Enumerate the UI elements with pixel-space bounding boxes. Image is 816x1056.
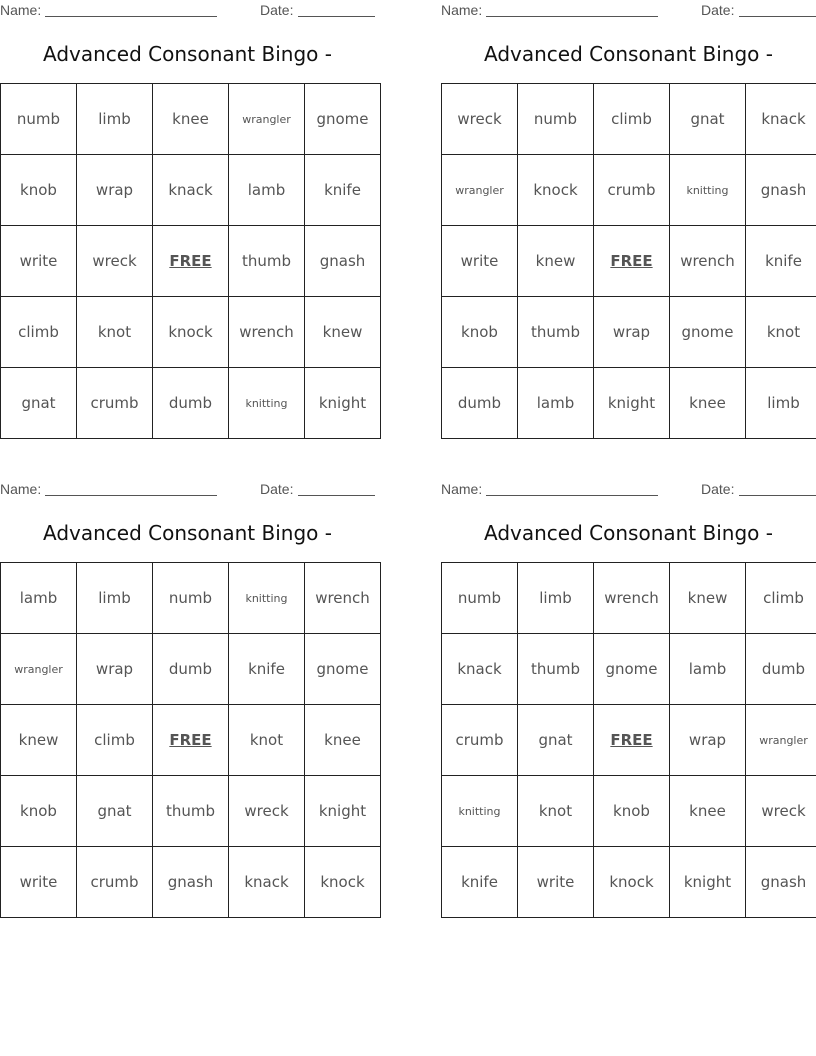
card-title: Advanced Consonant Bingo - bbox=[43, 42, 332, 66]
bingo-cell[interactable]: thumb bbox=[518, 297, 594, 368]
bingo-cell[interactable]: wreck bbox=[229, 776, 305, 847]
bingo-cell[interactable]: wrench bbox=[305, 563, 381, 634]
name-label: Name: bbox=[0, 2, 42, 18]
bingo-cell[interactable]: gnat bbox=[670, 84, 746, 155]
bingo-cell[interactable]: numb bbox=[1, 84, 77, 155]
bingo-cell[interactable]: knight bbox=[305, 368, 381, 439]
bingo-cell[interactable]: climb bbox=[746, 563, 816, 634]
bingo-row bbox=[1, 634, 381, 705]
bingo-cell[interactable]: knack bbox=[229, 847, 305, 918]
bingo-grid bbox=[441, 83, 816, 439]
bingo-row bbox=[1, 847, 381, 918]
header-line bbox=[0, 479, 375, 499]
bingo-card-3 bbox=[0, 479, 375, 891]
bingo-cell[interactable]: thumb bbox=[229, 226, 305, 297]
bingo-cell[interactable]: FREE bbox=[153, 226, 229, 297]
bingo-cell[interactable]: wrench bbox=[229, 297, 305, 368]
bingo-cell[interactable]: gnat bbox=[518, 705, 594, 776]
card-title: Advanced Consonant Bingo - bbox=[43, 521, 332, 545]
bingo-cell[interactable]: knife bbox=[229, 634, 305, 705]
bingo-row bbox=[442, 776, 816, 847]
bingo-cell[interactable]: wreck bbox=[442, 84, 518, 155]
bingo-cell[interactable]: knack bbox=[153, 155, 229, 226]
bingo-cell[interactable]: gnash bbox=[746, 847, 816, 918]
bingo-cell[interactable]: gnash bbox=[746, 155, 816, 226]
card-title: Advanced Consonant Bingo - bbox=[484, 42, 773, 66]
bingo-cell[interactable]: wreck bbox=[77, 226, 153, 297]
bingo-cell[interactable]: numb bbox=[153, 563, 229, 634]
bingo-cell[interactable]: crumb bbox=[594, 155, 670, 226]
bingo-cell[interactable]: knock bbox=[305, 847, 381, 918]
bingo-cell[interactable]: knee bbox=[670, 776, 746, 847]
bingo-row bbox=[442, 84, 816, 155]
bingo-cell[interactable]: limb bbox=[77, 563, 153, 634]
bingo-cell[interactable]: climb bbox=[594, 84, 670, 155]
bingo-grid bbox=[0, 562, 381, 918]
bingo-cell[interactable]: limb bbox=[77, 84, 153, 155]
bingo-cell[interactable]: knot bbox=[518, 776, 594, 847]
bingo-row bbox=[1, 297, 381, 368]
bingo-cell[interactable]: lamb bbox=[670, 634, 746, 705]
name-label: Name: bbox=[0, 481, 42, 497]
bingo-cell[interactable]: knight bbox=[305, 776, 381, 847]
bingo-cell[interactable]: knock bbox=[518, 155, 594, 226]
bingo-row bbox=[1, 776, 381, 847]
card-title: Advanced Consonant Bingo - bbox=[484, 521, 773, 545]
bingo-row bbox=[1, 563, 381, 634]
bingo-cell[interactable]: thumb bbox=[518, 634, 594, 705]
bingo-cell[interactable]: write bbox=[518, 847, 594, 918]
bingo-cell[interactable]: knew bbox=[670, 563, 746, 634]
bingo-cell[interactable]: numb bbox=[442, 563, 518, 634]
bingo-cell[interactable]: knee bbox=[153, 84, 229, 155]
bingo-row bbox=[1, 368, 381, 439]
date-label: Date: bbox=[701, 2, 735, 18]
date-label: Date: bbox=[260, 2, 294, 18]
bingo-cell[interactable]: dumb bbox=[442, 368, 518, 439]
bingo-cell[interactable]: crumb bbox=[77, 847, 153, 918]
bingo-cell[interactable]: knob bbox=[1, 776, 77, 847]
bingo-cell[interactable]: knot bbox=[746, 297, 816, 368]
name-write-line[interactable] bbox=[45, 16, 217, 17]
bingo-row bbox=[442, 368, 816, 439]
name-write-line[interactable] bbox=[45, 495, 217, 496]
bingo-cell[interactable]: lamb bbox=[518, 368, 594, 439]
bingo-cell[interactable]: knight bbox=[670, 847, 746, 918]
bingo-cell[interactable]: knitting bbox=[229, 563, 305, 634]
bingo-cell[interactable]: climb bbox=[1, 297, 77, 368]
bingo-cell[interactable]: dumb bbox=[746, 634, 816, 705]
bingo-cell[interactable]: crumb bbox=[77, 368, 153, 439]
bingo-cell[interactable]: knitting bbox=[229, 368, 305, 439]
bingo-cell[interactable]: wrangler bbox=[442, 155, 518, 226]
bingo-grid bbox=[441, 562, 816, 918]
bingo-cell[interactable]: numb bbox=[518, 84, 594, 155]
bingo-cell[interactable]: lamb bbox=[1, 563, 77, 634]
bingo-row bbox=[442, 705, 816, 776]
bingo-cell[interactable]: knock bbox=[594, 847, 670, 918]
bingo-row bbox=[1, 155, 381, 226]
bingo-cell[interactable]: knife bbox=[746, 226, 816, 297]
bingo-cell[interactable]: wreck bbox=[746, 776, 816, 847]
bingo-cell[interactable]: knew bbox=[305, 297, 381, 368]
header-line bbox=[441, 0, 816, 20]
header-line bbox=[441, 479, 816, 499]
bingo-cell[interactable]: knew bbox=[1, 705, 77, 776]
bingo-cell[interactable]: wrap bbox=[594, 297, 670, 368]
header-line bbox=[0, 0, 375, 20]
bingo-cell[interactable]: gnat bbox=[1, 368, 77, 439]
bingo-card-2 bbox=[441, 0, 816, 412]
name-label: Name: bbox=[441, 481, 483, 497]
name-write-line[interactable] bbox=[486, 16, 658, 17]
bingo-cell[interactable]: lamb bbox=[229, 155, 305, 226]
bingo-cell[interactable]: knack bbox=[442, 634, 518, 705]
bingo-cell[interactable]: gnome bbox=[594, 634, 670, 705]
bingo-row bbox=[1, 84, 381, 155]
bingo-cell[interactable]: gnome bbox=[305, 634, 381, 705]
bingo-cell[interactable]: wrangler bbox=[1, 634, 77, 705]
bingo-cell[interactable]: FREE bbox=[153, 705, 229, 776]
bingo-cell[interactable]: gnat bbox=[77, 776, 153, 847]
bingo-cell[interactable]: knee bbox=[670, 368, 746, 439]
bingo-cell[interactable]: wrap bbox=[77, 155, 153, 226]
bingo-cell[interactable]: dumb bbox=[153, 634, 229, 705]
bingo-cell[interactable]: wrench bbox=[670, 226, 746, 297]
date-label: Date: bbox=[260, 481, 294, 497]
bingo-cell[interactable]: knitting bbox=[442, 776, 518, 847]
bingo-cell[interactable]: dumb bbox=[153, 368, 229, 439]
bingo-cell[interactable]: wrench bbox=[594, 563, 670, 634]
bingo-cell[interactable]: FREE bbox=[594, 226, 670, 297]
bingo-row bbox=[1, 705, 381, 776]
bingo-cell[interactable]: knack bbox=[746, 84, 816, 155]
bingo-cell[interactable]: wrap bbox=[77, 634, 153, 705]
bingo-cell[interactable]: wrangler bbox=[746, 705, 816, 776]
bingo-row bbox=[442, 297, 816, 368]
bingo-card-4 bbox=[441, 479, 816, 891]
bingo-cell[interactable]: thumb bbox=[153, 776, 229, 847]
bingo-cell[interactable]: write bbox=[1, 226, 77, 297]
bingo-cell[interactable]: knight bbox=[594, 368, 670, 439]
bingo-cell[interactable]: gnash bbox=[305, 226, 381, 297]
bingo-cell[interactable]: gnome bbox=[670, 297, 746, 368]
bingo-cell[interactable]: knitting bbox=[670, 155, 746, 226]
bingo-cell[interactable]: write bbox=[1, 847, 77, 918]
date-write-line[interactable] bbox=[739, 495, 816, 496]
date-write-line[interactable] bbox=[298, 16, 375, 17]
bingo-cell[interactable]: limb bbox=[518, 563, 594, 634]
bingo-cell[interactable]: crumb bbox=[442, 705, 518, 776]
bingo-row bbox=[442, 155, 816, 226]
bingo-cell[interactable]: wrap bbox=[670, 705, 746, 776]
name-write-line[interactable] bbox=[486, 495, 658, 496]
bingo-cell[interactable]: climb bbox=[77, 705, 153, 776]
bingo-row bbox=[442, 563, 816, 634]
bingo-cell[interactable]: knife bbox=[442, 847, 518, 918]
bingo-cell[interactable]: knot bbox=[229, 705, 305, 776]
bingo-cell[interactable]: knife bbox=[305, 155, 381, 226]
bingo-cell[interactable]: knob bbox=[594, 776, 670, 847]
bingo-cell[interactable]: knob bbox=[442, 297, 518, 368]
bingo-cell[interactable]: knock bbox=[153, 297, 229, 368]
bingo-cell[interactable]: knob bbox=[1, 155, 77, 226]
date-write-line[interactable] bbox=[298, 495, 375, 496]
bingo-cell[interactable]: limb bbox=[746, 368, 816, 439]
name-label: Name: bbox=[441, 2, 483, 18]
bingo-row bbox=[1, 226, 381, 297]
bingo-card-1 bbox=[0, 0, 375, 412]
bingo-cell[interactable]: FREE bbox=[594, 705, 670, 776]
bingo-cell[interactable]: knee bbox=[305, 705, 381, 776]
date-write-line[interactable] bbox=[739, 16, 816, 17]
bingo-row bbox=[442, 847, 816, 918]
bingo-cell[interactable]: gnome bbox=[305, 84, 381, 155]
bingo-cell[interactable]: gnash bbox=[153, 847, 229, 918]
bingo-grid bbox=[0, 83, 381, 439]
bingo-row bbox=[442, 226, 816, 297]
bingo-cell[interactable]: knew bbox=[518, 226, 594, 297]
date-label: Date: bbox=[701, 481, 735, 497]
bingo-row bbox=[442, 634, 816, 705]
bingo-cell[interactable]: wrangler bbox=[229, 84, 305, 155]
bingo-cell[interactable]: write bbox=[442, 226, 518, 297]
bingo-cell[interactable]: knot bbox=[77, 297, 153, 368]
